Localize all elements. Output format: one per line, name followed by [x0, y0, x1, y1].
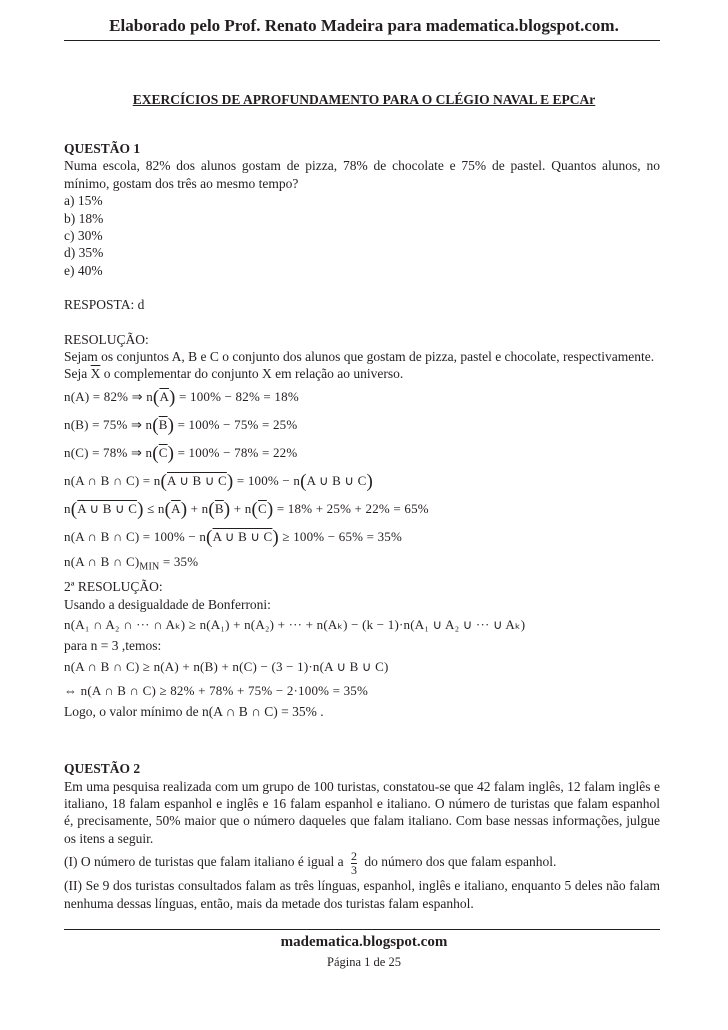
option-c: c) 30%	[64, 228, 103, 244]
document-subtitle: EXERCÍCIOS DE APROFUNDAMENTO PARA O CLÉGIO NAVAL E EPCAr	[132, 92, 596, 107]
option-b: b) 18%	[64, 210, 104, 226]
option-d: d) 35%	[64, 245, 104, 261]
page-header: Elaborado pelo Prof. Renato Madeira para madematica.blogspot.com.	[109, 16, 619, 35]
equation-intersection: n(A ∩ B ∩ C) = n(A ∪ B ∪ C) = 100% − n(A ∪ B ∪ C)	[64, 470, 373, 492]
answer: RESPOSTA: d	[64, 297, 145, 313]
option-e: e) 40%	[64, 262, 103, 278]
option-a: a) 15%	[64, 193, 103, 209]
equation-a: n(A) = 82% ⇒ $n(\overline{A}) = 100\% - 82\% = 18\%$	[64, 386, 299, 408]
complement-definition: Seja $\overline{X}$ o complementar do conjunto X em relação ao universo.	[64, 366, 404, 382]
fraction-two-thirds: $\frac{2}{3}$	[351, 848, 358, 877]
equation-union-bound: n(A ∪ B ∪ $C) \le n(\overline{A}) + n(\overline{B}) + n(\overline{C}) = 18\% + 25\% + 22\% = 65\%$	[64, 498, 429, 520]
conclusion: Logo, o valor mínimo de n(A ∩ B ∩ C) = 35% .	[64, 703, 324, 719]
resolution-2-title: 2ª RESOLUÇÃO:	[64, 579, 163, 595]
page-number: Página 1 de 25	[327, 955, 401, 969]
footer-rule	[64, 929, 660, 930]
equation-c: n(C) = 78% ⇒ $n(\overline{C}) = 100\% - 78\% = 22\%$	[64, 442, 298, 464]
bonferroni-intro: Usando a desigualdade de Bonferroni:	[64, 596, 271, 612]
footer-site: madematica.blogspot.com	[280, 934, 448, 950]
question-1-statement: Numa escola, 82% dos alunos gostam de pizza, 78% de chocolate e 75% de pastel. Quantos alunos, no mínimo, gostam dos três ao mesmo tempo?	[64, 158, 660, 191]
equation-n3: n(A ∩ B ∩ C) ≥ n(A) + n(B) + n(C) − (3 − 1)·n(A ∪ B ∪ C)	[64, 658, 389, 674]
resolution-title: RESOLUÇÃO:	[64, 331, 149, 347]
header-rule	[64, 40, 660, 41]
item-2: (II) Se 9 dos turistas consultados falam as três línguas, espanhol, inglês e italiano, enquanto 5 deles não falam nenhuma dessas línguas, então, mais da metade dos turistas falam espanhol.	[64, 878, 660, 911]
equation-lower-bound: n(A ∩ B ∩ C) = 100% − n(A ∪ B ∪ C) ≥ 100% − 65% = 35%	[64, 526, 403, 548]
item-1: (I) O número de turistas que falam italiano é igual a $\frac{2}{3}$ do número dos que falam espanhol.	[64, 848, 557, 877]
resolution-text: Sejam os conjuntos A, B e C o conjunto dos alunos que gostam de pizza, pastel e chocolate, respectivamente.	[64, 349, 655, 365]
question-2-title: QUESTÃO 2	[64, 761, 141, 777]
main-content	[64, 140, 660, 912]
para-text: para n = 3 ,temos:	[64, 638, 162, 654]
equation-b: n(B) = 75% ⇒ $n(\overline{B}) = 100\% - 75\% = 25\%$	[64, 414, 298, 436]
equation-result: ⇔ n(A ∩ B ∩ C) ≥ 82% + 78% + 75% − 2·100% = 35%	[64, 682, 369, 698]
equation-bonferroni: n(A₁ ∩ A₂ ∩ ··· ∩ Aₖ) ≥ n(A₁) + n(A₂) + ··· + n(Aₖ) − (k − 1)·n(A₁ ∪ A₂ ∪ ··· ∪ Aₖ)	[64, 617, 526, 633]
equation-minimum: n(A ∩ B ∩ $C)_{MIN} = 35\%$	[64, 553, 199, 573]
question-2-statement: Em uma pesquisa realizada com um grupo de 100 turistas, constatou-se que 42 falam inglês, 12 falam inglês e italiano, 18 falam espanhol e inglês e 16 falam espanhol e italiano. O número de turistas que falam espanhol é, precisamente, 50% maior que o número daqueles que falam italiano. Com base nessas informações, julgue os itens a seguir.	[64, 778, 660, 846]
question-1-title: QUESTÃO 1	[64, 141, 141, 156]
